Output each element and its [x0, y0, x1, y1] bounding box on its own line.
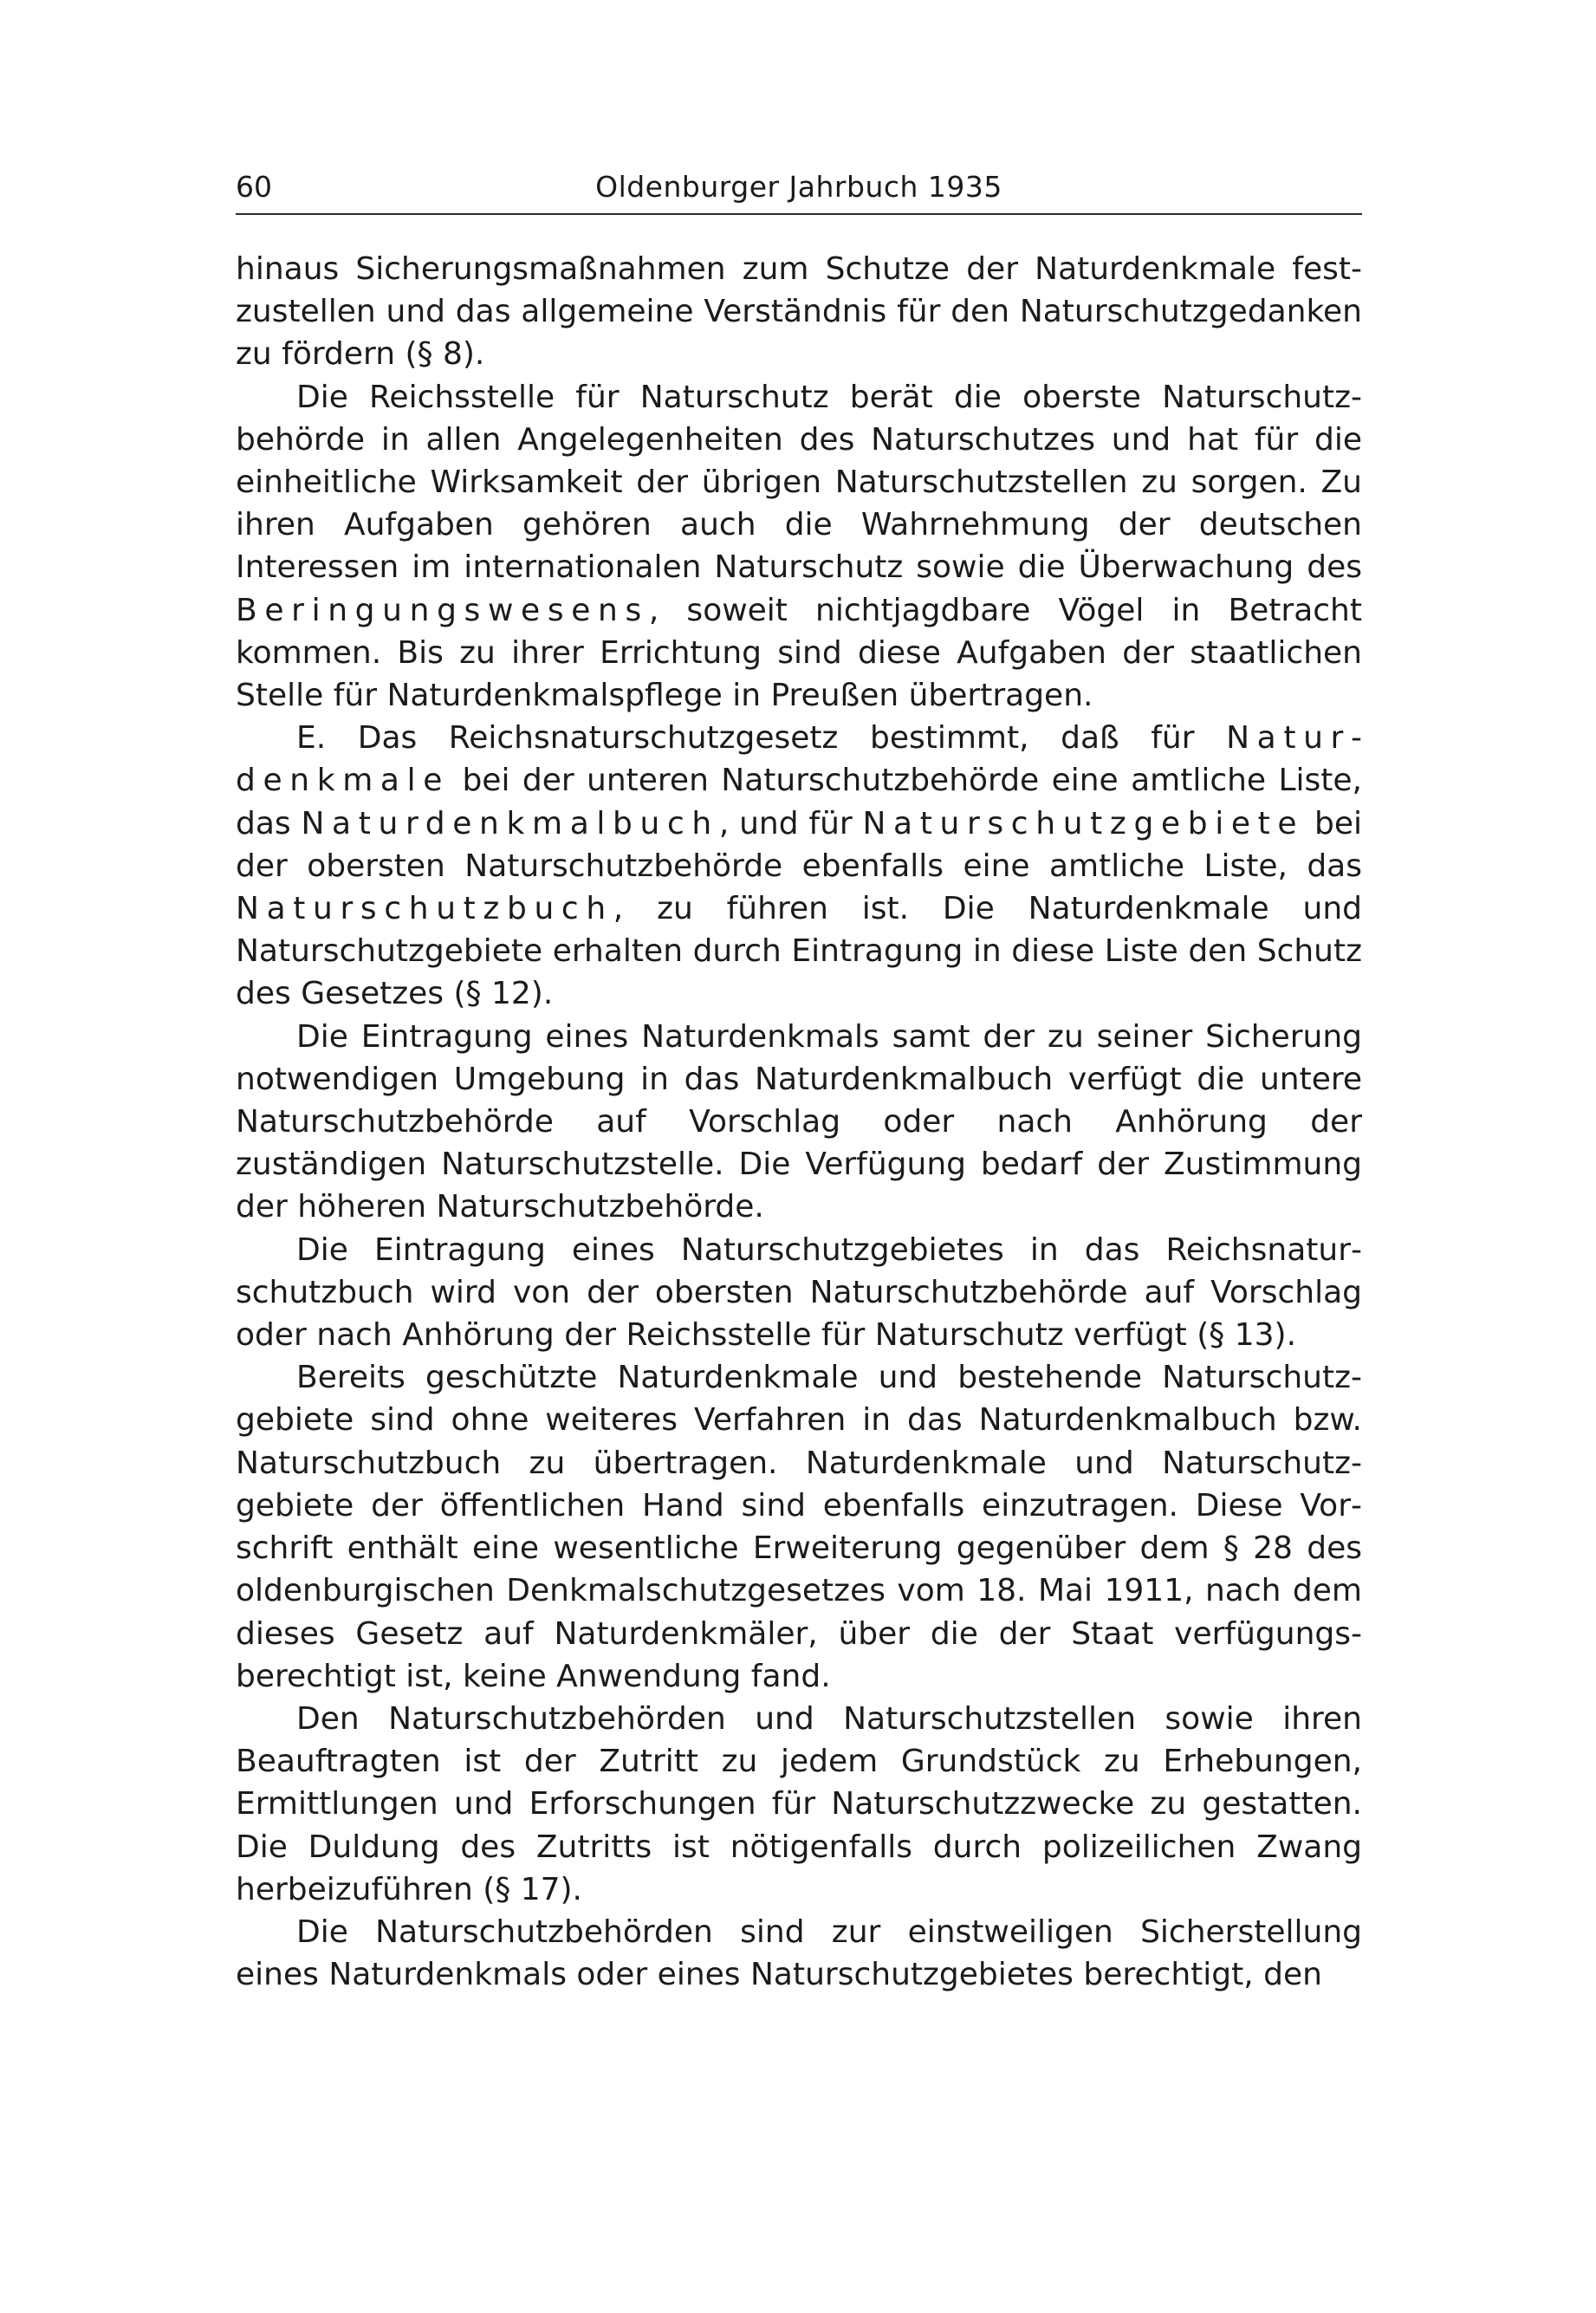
text-run: bei der unteren Naturschutzbehörde eine amtliche Liste, das	[236, 763, 1362, 841]
spaced-term: Naturschutzbuch	[236, 891, 613, 927]
text-run: hinaus Sicherungsmaßnahmen zum Schutze der Naturdenkmale festzustellen und das allgemeine Verständnis für den Naturschutzgedanken zu fördern (§ 8).	[236, 251, 1362, 373]
paragraph	[236, 1356, 1362, 1698]
spaced-term: Naturdenkmale	[236, 720, 1362, 799]
text-run: , soweit nichtjagdbare Vögel in Betracht kommen. Bis zu ihrer Errichtung sind diese Aufgaben der staatlichen Stelle für Naturdenkmalspflege in Preußen übertragen.	[236, 592, 1362, 714]
running-header	[236, 165, 1362, 210]
text-run: Den Naturschutzbehörden und Naturschutzstellen sowie ihren Beauftragten ist der Zutritt zu jedem Grundstück zu Erhebungen, Ermittlungen und Erforschungen für Naturschutzzwecke zu gestatten. Die Duldung des Zutritts ist nötigenfalls durch polizeilichen Zwang herbeizuführen (§ 17).	[236, 1700, 1362, 1907]
text-run: Die Reichsstelle für Naturschutz berät die oberste Naturschutzbehörde in allen Angelegenheiten des Naturschutzes und hat für die einheitliche Wirksamkeit der übrigen Naturschutzstellen zu sorgen. Zu ihren Aufgaben gehören auch die Wahrnehmung der deutschen Interessen im internationalen Naturschutz sowie die Überwachung des	[236, 379, 1362, 586]
text-run: Die Naturschutzbehörden sind zur einstweiligen Sicherstellung eines Naturdenkmals oder eines Naturschutzgebietes berechtigt, den	[236, 1913, 1362, 1993]
text-run: Bereits geschützte Naturdenkmale und bestehende Naturschutzgebiete sind ohne weiteres Verfahren in das Naturdenkmalbuch bzw. Naturschutzbuch zu übertragen. Naturdenkmale und Naturschutzgebiete der öffentlichen Hand sind ebenfalls einzutragen. Diese Vorschrift enthält eine wesentliche Erweiterung gegenüber dem § 28 des oldenburgischen Denkmalschutzgesetzes vom 18. Mai 1911, nach dem dieses Gesetz auf Naturdenkmäler, über die der Staat verfügungsberechtigt ist, keine Anwendung fand.	[236, 1360, 1362, 1694]
spaced-term: Naturdenkmalbuch	[301, 805, 719, 841]
page-number: 60	[236, 170, 272, 204]
spaced-term: Naturschutzgebiete	[862, 805, 1305, 841]
paragraph	[236, 248, 1362, 376]
paragraph	[236, 1016, 1362, 1229]
paragraph	[236, 376, 1362, 718]
text-run: bei der obersten Naturschutzbehörde ebenfalls eine amtliche Liste, das	[236, 805, 1362, 884]
text-run: Die Eintragung eines Naturdenkmals samt der zu seiner Sicherung notwendigen Umgebung in das Naturdenkmalbuch verfügt die untere Naturschutzbehörde auf Vorschlag oder nach Anhörung der zuständigen Naturschutzstelle. Die Verfügung bedarf der Zustimmung der höheren Naturschutzbehörde.	[236, 1018, 1362, 1225]
paragraph	[236, 717, 1362, 1015]
text-run: , zu führen ist. Die Naturdenkmale und Naturschutzgebiete erhalten durch Eintragung in diese Liste den Schutz des Gesetzes (§ 12).	[236, 891, 1362, 1012]
body-text	[236, 248, 1362, 1996]
text-run: Die Eintragung eines Naturschutzgebietes in das Reichsnaturschutzbuch wird von der obersten Naturschutzbehörde auf Vorschlag oder nach Anhörung der Reichsstelle für Naturschutz verfügt (§ 13).	[236, 1231, 1362, 1354]
journal-title: Oldenburger Jahrbuch 1935	[595, 170, 1002, 204]
paragraph	[236, 1698, 1362, 1911]
paragraph	[236, 1229, 1362, 1357]
spaced-term: Beringungswesens	[236, 592, 649, 628]
book-page	[236, 165, 1362, 1996]
paragraph	[236, 1911, 1362, 1996]
header-rule	[236, 213, 1362, 215]
text-run: , und für	[718, 805, 863, 841]
text-run: E. Das Reichsnaturschutzgesetz bestimmt, daß für	[296, 720, 1227, 757]
